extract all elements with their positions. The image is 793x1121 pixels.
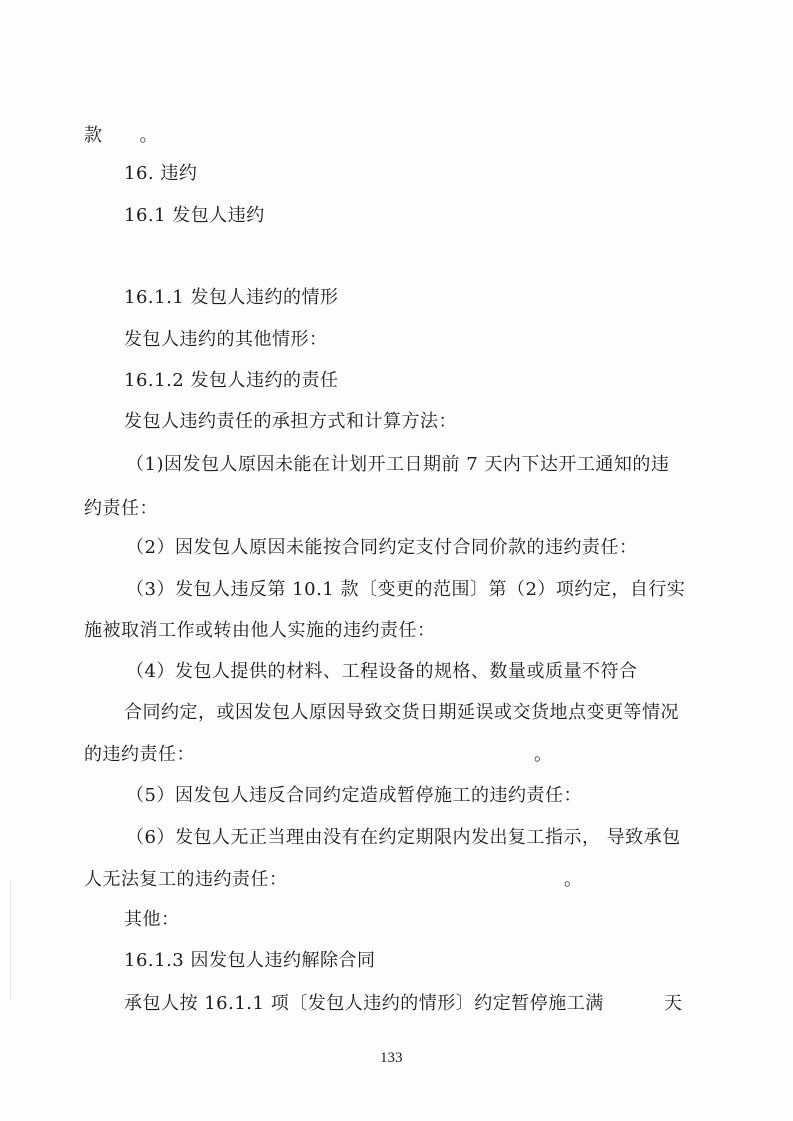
- text-line: 承包人按 16.1.1 项〔发包人违约的情形〕约定暂停施工满: [124, 993, 604, 1014]
- section-heading-16-1-3: 16.1.3 因发包人违约解除合同: [124, 950, 376, 971]
- list-item-6-continuation: 人无法复工的违约责任：: [84, 869, 288, 890]
- list-item-4-continuation: 合同约定，或因发包人原因导致交货日期延误或交货地点变更等情况: [124, 702, 679, 723]
- section-heading-16-1: 16.1 发包人违约: [124, 205, 265, 226]
- blank-end-mark: 。: [564, 869, 583, 890]
- blank-end-mark: 。: [534, 744, 553, 765]
- text-line-trailing: 天: [664, 993, 683, 1014]
- page-number: 133: [380, 1050, 403, 1066]
- scan-edge-mark: [10, 880, 11, 1000]
- section-heading-16: 16. 违约: [124, 163, 198, 184]
- text-line: 发包人违约责任的承担方式和计算方法：: [124, 411, 457, 432]
- text-line-continuation: 款 。: [84, 125, 158, 146]
- section-heading-16-1-1: 16.1.1 发包人违约的情形: [124, 287, 339, 308]
- list-item-3: （3）发包人违反第 10.1 款〔变更的范围〕第（2）项约定，自行实: [126, 579, 686, 600]
- text-line: 其他：: [124, 909, 180, 930]
- list-item-4: （4）发包人提供的材料、工程设备的规格、数量或质量不符合: [126, 661, 638, 682]
- text-line: 发包人违约的其他情形：: [124, 329, 328, 350]
- section-heading-16-1-2: 16.1.2 发包人违约的责任: [124, 370, 339, 391]
- list-item-1-continuation: 约责任：: [84, 498, 158, 519]
- list-item-4-continuation: 的违约责任：: [84, 744, 195, 765]
- list-item-5: （5）因发包人违反合同约定造成暂停施工的违约责任：: [126, 785, 582, 806]
- list-item-6: （6）发包人无正当理由没有在约定期限内发出复工指示， 导致承包: [126, 827, 681, 848]
- list-item-3-continuation: 施被取消工作或转由他人实施的违约责任：: [84, 620, 436, 641]
- list-item-1: （1)因发包人原因未能在计划开工日期前 7 天内下达开工通知的违: [126, 454, 670, 475]
- list-item-2: （2）因发包人原因未能按合同约定支付合同价款的违约责任：: [126, 537, 638, 558]
